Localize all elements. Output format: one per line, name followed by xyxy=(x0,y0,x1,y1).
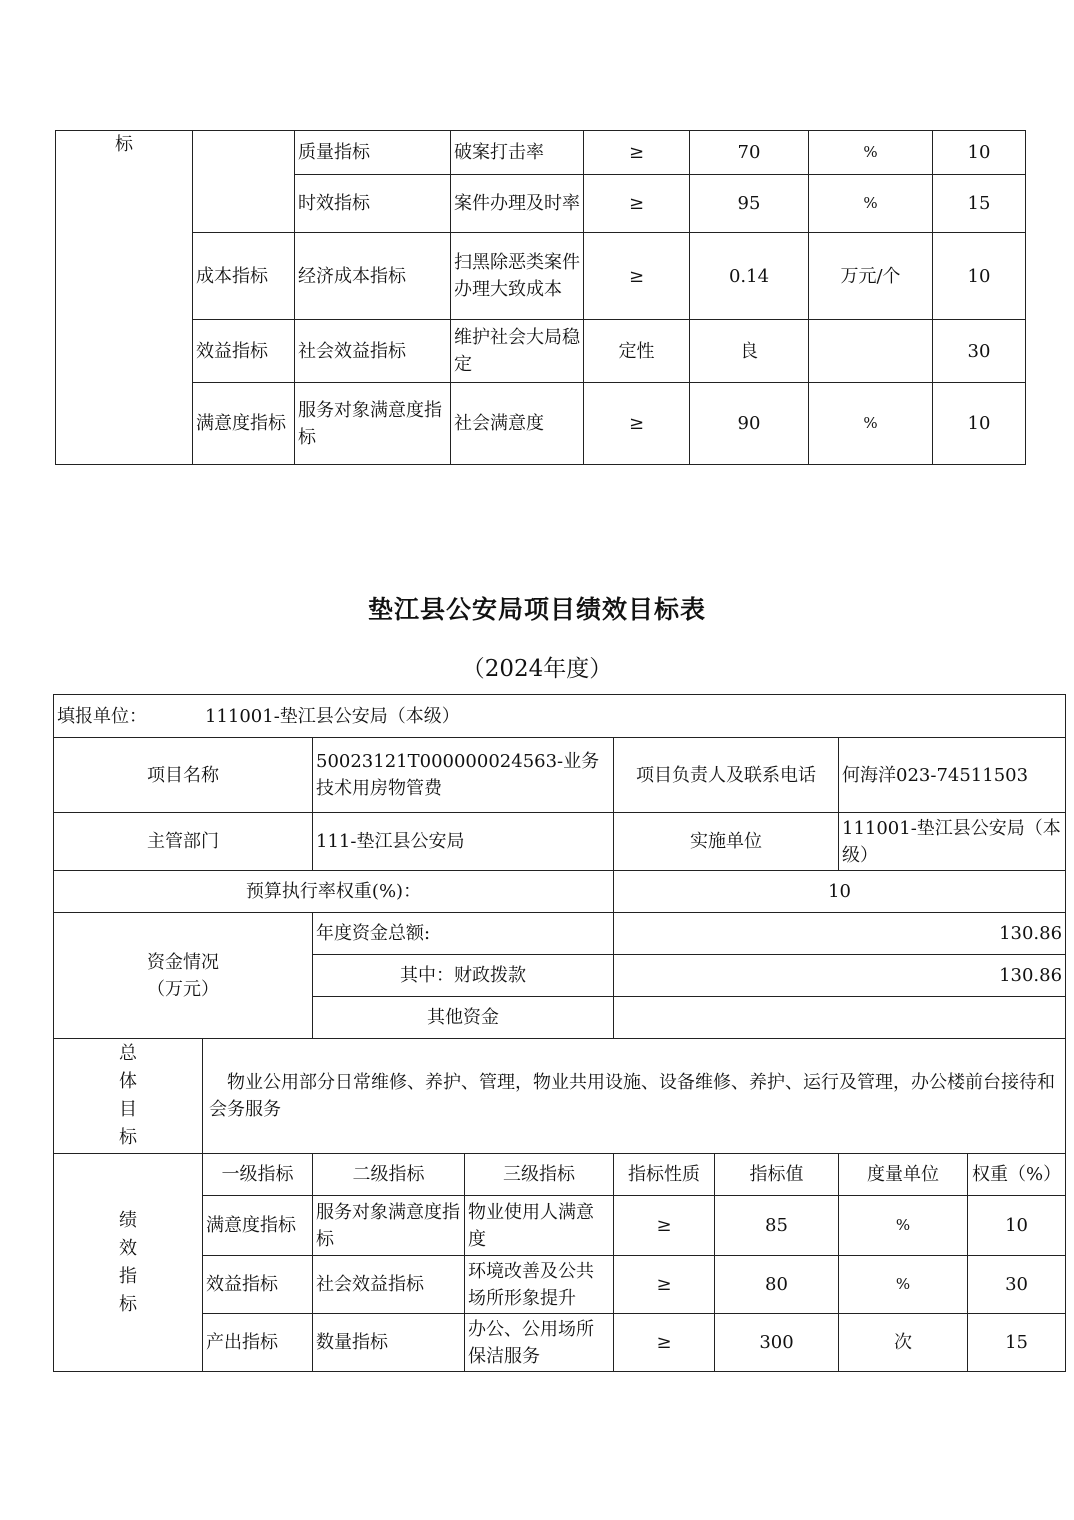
nature-cell: ≥ xyxy=(614,1196,715,1256)
nature-cell: ≥ xyxy=(584,383,690,465)
perf-char: 效 xyxy=(119,1237,137,1259)
value-cell: 70 xyxy=(690,131,809,175)
header-level2: 二级指标 xyxy=(313,1154,465,1196)
unit-cell: % xyxy=(809,383,933,465)
unit-cell: % xyxy=(809,131,933,175)
unit-cell xyxy=(809,320,933,383)
funds-label-line1: 资金情况 xyxy=(147,951,219,973)
overall-goal-label xyxy=(54,1039,203,1154)
reporting-unit-value: 111001-垫江县公安局（本级） xyxy=(205,705,460,727)
unit-cell: % xyxy=(839,1256,968,1314)
reporting-unit-row xyxy=(54,695,1066,738)
value-cell: 85 xyxy=(715,1196,839,1256)
nature-cell: ≥ xyxy=(614,1256,715,1314)
goal-char: 标 xyxy=(119,1127,137,1148)
header-weight: 权重（%） xyxy=(968,1154,1066,1196)
indicator-table-continued xyxy=(55,130,1026,465)
header-nature: 指标性质 xyxy=(614,1154,715,1196)
level1-cell-empty xyxy=(193,131,295,233)
project-leader-label: 项目负责人及联系电话 xyxy=(614,738,839,813)
level1-cell: 效益指标 xyxy=(203,1256,313,1314)
unit-cell: 万元/个 xyxy=(809,233,933,320)
level2-cell: 服务对象满意度指标 xyxy=(295,383,451,465)
goal-char: 目 xyxy=(119,1099,137,1120)
overall-goal-text: 物业公用部分日常维修、养护、管理，物业共用设施、设备维修、养护、运行及管理，办公楼前台接待和会务服务 xyxy=(203,1039,1066,1154)
level2-cell: 时效指标 xyxy=(295,175,451,233)
funds-other-label: 其他资金 xyxy=(313,997,614,1039)
header-unit: 度量单位 xyxy=(839,1154,968,1196)
budget-weight-value: 10 xyxy=(614,871,1066,913)
level3-cell: 破案打击率 xyxy=(451,131,584,175)
nature-cell: ≥ xyxy=(584,233,690,320)
document-title: 垫江县公安局项目绩效目标表 xyxy=(367,595,706,624)
performance-indicator-label xyxy=(54,1154,203,1372)
funds-other-value xyxy=(614,997,1066,1039)
unit-cell: 次 xyxy=(839,1314,968,1372)
reporting-unit-label: 填报单位： xyxy=(57,705,147,727)
level2-cell: 数量指标 xyxy=(313,1314,465,1372)
level3-cell: 办公、公用场所保洁服务 xyxy=(465,1314,614,1372)
unit-cell: % xyxy=(809,175,933,233)
level2-cell: 社会效益指标 xyxy=(295,320,451,383)
performance-goal-table xyxy=(53,694,1066,1372)
funds-label-line2: （万元） xyxy=(147,978,219,1000)
supervising-dept-value: 111-垫江县公安局 xyxy=(313,813,614,871)
project-name-value: 50023121T000000024563-业务技术用房物管费 xyxy=(313,738,614,813)
perf-char: 绩 xyxy=(119,1209,137,1231)
document-year: （2024年度） xyxy=(461,656,613,682)
level3-cell: 案件办理及时率 xyxy=(451,175,584,233)
implementing-unit-value: 111001-垫江县公安局（本级） xyxy=(839,813,1066,871)
weight-cell: 30 xyxy=(968,1256,1066,1314)
value-cell: 良 xyxy=(690,320,809,383)
level3-cell: 扫黑除恶类案件办理大致成本 xyxy=(451,233,584,320)
funds-fiscal-value: 130.86 xyxy=(614,955,1066,997)
funds-total-value: 130.86 xyxy=(614,913,1066,955)
header-level1: 一级指标 xyxy=(203,1154,313,1196)
weight-cell: 30 xyxy=(933,320,1026,383)
level2-cell: 服务对象满意度指标 xyxy=(313,1196,465,1256)
nature-cell: ≥ xyxy=(584,175,690,233)
value-cell: 80 xyxy=(715,1256,839,1314)
level1-cell: 满意度指标 xyxy=(193,383,295,465)
nature-cell: ≥ xyxy=(584,131,690,175)
level3-cell: 环境改善及公共场所形象提升 xyxy=(465,1256,614,1314)
funds-label xyxy=(54,913,313,1039)
weight-cell: 15 xyxy=(968,1314,1066,1372)
level3-cell: 维护社会大局稳定 xyxy=(451,320,584,383)
level1-cell: 满意度指标 xyxy=(203,1196,313,1256)
first-col-label: 标 xyxy=(56,131,193,465)
nature-cell: 定性 xyxy=(584,320,690,383)
level2-cell: 社会效益指标 xyxy=(313,1256,465,1314)
nature-cell: ≥ xyxy=(614,1314,715,1372)
perf-char: 指 xyxy=(119,1265,137,1287)
value-cell: 95 xyxy=(690,175,809,233)
goal-char: 体 xyxy=(119,1071,137,1092)
level3-cell: 社会满意度 xyxy=(451,383,584,465)
value-cell: 300 xyxy=(715,1314,839,1372)
goal-char: 总 xyxy=(119,1043,137,1064)
project-leader-value: 何海洋023-74511503 xyxy=(839,738,1066,813)
weight-cell: 10 xyxy=(933,131,1026,175)
weight-cell: 15 xyxy=(933,175,1026,233)
value-cell: 0.14 xyxy=(690,233,809,320)
funds-fiscal-label: 其中：财政拨款 xyxy=(313,955,614,997)
level2-cell: 质量指标 xyxy=(295,131,451,175)
weight-cell: 10 xyxy=(933,383,1026,465)
perf-char: 标 xyxy=(119,1293,137,1315)
weight-cell: 10 xyxy=(968,1196,1066,1256)
header-level3: 三级指标 xyxy=(465,1154,614,1196)
level3-cell: 物业使用人满意度 xyxy=(465,1196,614,1256)
funds-total-label: 年度资金总额: xyxy=(313,913,614,955)
level2-cell: 经济成本指标 xyxy=(295,233,451,320)
header-value: 指标值 xyxy=(715,1154,839,1196)
supervising-dept-label: 主管部门 xyxy=(54,813,313,871)
budget-weight-label: 预算执行率权重(%)： xyxy=(54,871,614,913)
weight-cell: 10 xyxy=(933,233,1026,320)
value-cell: 90 xyxy=(690,383,809,465)
level1-cell: 成本指标 xyxy=(193,233,295,320)
level1-cell: 产出指标 xyxy=(203,1314,313,1372)
project-name-label: 项目名称 xyxy=(54,738,313,813)
level1-cell: 效益指标 xyxy=(193,320,295,383)
implementing-unit-label: 实施单位 xyxy=(614,813,839,871)
unit-cell: % xyxy=(839,1196,968,1256)
